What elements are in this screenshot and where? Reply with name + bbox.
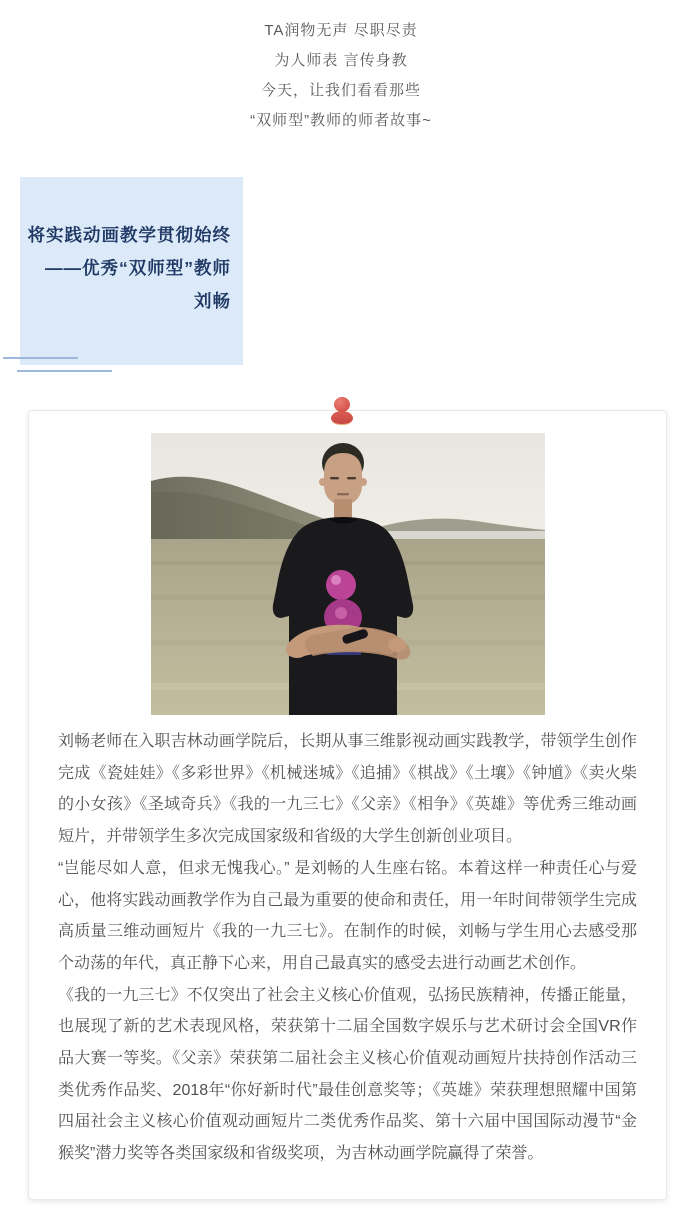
content-section [0, 410, 682, 1224]
article-paragraph-3: 《我的一九三七》不仅突出了社会主义核心价值观，弘扬民族精神，传播正能量，也展现了新的艺术表现风格，荣获第十二届全国数字娱乐与艺术研讨会全国VR作品大赛一等奖。《父亲》荣获第二届社会主义核心价值观动画短片扶持创作活动三类优秀作品奖、2018年“你好新时代”最佳创意奖等；《英雄》荣获理想照耀中国第四届社会主义核心价值观动画短片二类优秀作品奖、第十六届中国国际动漫节“金猴奖”潜力奖等各类国家级和省级奖项，为吉林动画学院赢得了荣誉。 [58, 986, 637, 1163]
article-paragraph-1: 刘畅老师在入职吉林动画学院后，长期从事三维影视动画实践教学，带领学生创作完成《瓷娃娃》《多彩世界》《机械迷城》《追捕》《棋战》《土壤》《钟馗》《卖火柴的小女孩》《圣域奇兵》《我的一九三七》《父亲》《相争》《英雄》等优秀三维动画短片，并带领学生多次完成国家级和省级的大学生创新创业项目。 [58, 733, 637, 846]
article-title-name: 刘畅 [194, 291, 231, 311]
article-title-line-2: ——优秀“双师型”教师 [45, 258, 231, 278]
push-pin-icon [331, 397, 353, 425]
title-card [20, 177, 243, 365]
intro-section [0, 16, 682, 136]
accent-underline-1 [3, 357, 78, 359]
article-body [58, 726, 637, 1170]
intro-line-1: TA润物无声 尽职尽责 [264, 22, 418, 39]
liu-chang-beach-portrait-photo [151, 433, 545, 715]
push-pin-base [331, 411, 353, 424]
intro-line-2: 为人师表 言传身教 [274, 52, 408, 69]
intro-line-3: 今天，让我们看看那些 [260, 82, 421, 99]
title-section [0, 177, 682, 377]
article-card [28, 410, 667, 1200]
accent-underline-2 [17, 370, 112, 372]
push-pin-head [334, 397, 350, 412]
intro-line-4: “双师型”教师的师者故事~ [250, 112, 432, 129]
article-paragraph-2: “岂能尽如人意，但求无愧我心。” 是刘畅的人生座右铭。本着这样一种责任心与爱心，他将实践动画教学作为自己最为重要的使命和责任，用一年时间带领学生完成高质量三维动画短片《我的一九三七》。在制作的时候，刘畅与学生用心去感受那个动荡的年代，真正静下心来，用自己最真实的感受去进行动画艺术创作。 [58, 859, 637, 972]
article-title-line-1: 将实践动画教学贯彻始终 [27, 225, 231, 245]
